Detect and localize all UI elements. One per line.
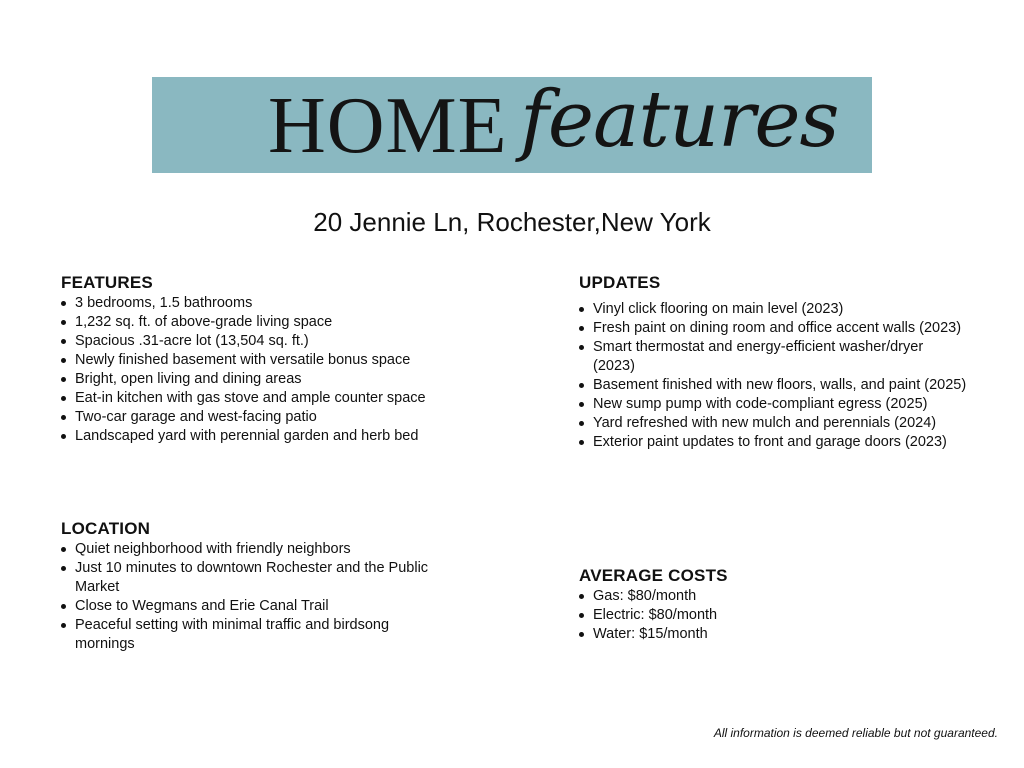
average-costs-heading: AVERAGE COSTS xyxy=(579,566,728,585)
average-costs-list xyxy=(579,587,969,644)
features-section xyxy=(61,272,441,446)
list-item: Exterior paint updates to front and garage doors (2023) xyxy=(579,433,969,452)
list-item: 1,232 sq. ft. of above-grade living space xyxy=(61,313,441,332)
list-item: Gas: $80/month xyxy=(579,587,969,606)
page-title-script: features xyxy=(520,75,839,165)
list-item: Newly finished basement with versatile bonus space xyxy=(61,351,441,370)
list-item: Bright, open living and dining areas xyxy=(61,370,441,389)
list-item: Electric: $80/month xyxy=(579,606,969,625)
list-item: Just 10 minutes to downtown Rochester and the Public Market xyxy=(61,559,441,597)
features-list xyxy=(61,294,441,446)
features-heading: FEATURES xyxy=(61,273,153,292)
list-item: Quiet neighborhood with friendly neighbors xyxy=(61,540,441,559)
property-address: 20 Jennie Ln, Rochester,New York xyxy=(313,207,711,237)
list-item: Water: $15/month xyxy=(579,625,969,644)
updates-list xyxy=(579,300,969,452)
location-section xyxy=(61,518,441,654)
list-item: Spacious .31-acre lot (13,504 sq. ft.) xyxy=(61,332,441,351)
list-item: Fresh paint on dining room and office accent walls (2023) xyxy=(579,319,969,338)
list-item: Vinyl click flooring on main level (2023) xyxy=(579,300,969,319)
list-item: Two-car garage and west-facing patio xyxy=(61,408,441,427)
list-item: Eat-in kitchen with gas stove and ample counter space xyxy=(61,389,441,408)
page-title: HOME xyxy=(268,82,508,170)
list-item: Yard refreshed with new mulch and perennials (2024) xyxy=(579,414,969,433)
list-item: 3 bedrooms, 1.5 bathrooms xyxy=(61,294,441,313)
list-item: Smart thermostat and energy-efficient washer/dryer (2023) xyxy=(579,338,969,376)
list-item: New sump pump with code-compliant egress (2025) xyxy=(579,395,969,414)
updates-heading: UPDATES xyxy=(579,273,661,292)
list-item: Close to Wegmans and Erie Canal Trail xyxy=(61,597,441,616)
list-item: Landscaped yard with perennial garden and herb bed xyxy=(61,427,441,446)
list-item: Peaceful setting with minimal traffic and birdsong mornings xyxy=(61,616,441,654)
average-costs-section xyxy=(579,565,969,644)
disclaimer: All information is deemed reliable but not guaranteed. xyxy=(713,726,998,740)
location-list xyxy=(61,540,441,654)
location-heading: LOCATION xyxy=(61,519,151,538)
updates-section xyxy=(579,272,969,452)
list-item: Basement finished with new floors, walls, and paint (2025) xyxy=(579,376,969,395)
